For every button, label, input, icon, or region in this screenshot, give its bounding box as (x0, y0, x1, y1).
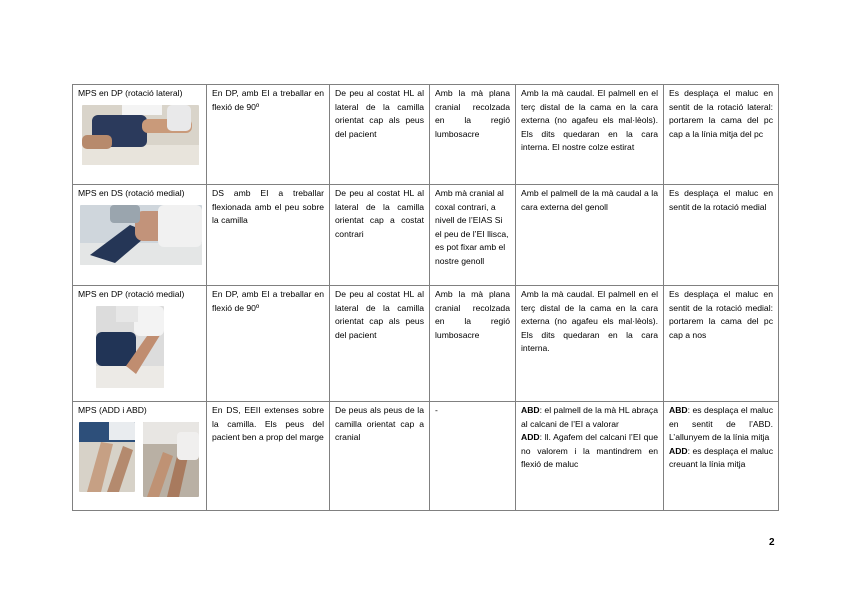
abd-label: ABD (521, 405, 540, 415)
table-row (73, 185, 779, 286)
photo-adduction-icon (79, 422, 135, 492)
movement-cell: Es desplaça el maluc en sentit de la rotació medial: portarem la cama del pc cap a nos (664, 286, 779, 402)
technique-title: MPS en DS (rotació medial) (78, 188, 185, 198)
abd-label: ABD (669, 405, 688, 415)
patient-position-cell: En DS, EEII extenses sobre la camilla. Els peus del pacient ben a prop del marge (207, 402, 330, 511)
therapist-position-cell: De peus als peus de la camilla orientat cap a cranial (330, 402, 430, 511)
photo-abduction-icon (143, 422, 199, 497)
stabilizing-hand-cell: Amb mà cranial al coxal contrari, a nivell de l’EIAS Si el peu de l’EI llisca, es pot fixar amb el nostre genoll (430, 185, 516, 286)
photo-medial-rotation-prone-icon (96, 306, 164, 388)
movement-cell: Es desplaça el maluc en sentit de la rotació medial (664, 185, 779, 286)
technique-title: MPS en DP (rotació medial) (78, 289, 185, 299)
table-row (73, 402, 779, 511)
table-row (73, 286, 779, 402)
page-number: 2 (769, 537, 775, 548)
patient-position-cell: DS amb EI a treballar flexionada amb el peu sobre la camilla (207, 185, 330, 286)
techniques-table (72, 84, 779, 511)
therapist-position-cell: De peu al costat HL al lateral de la camilla orientat cap als peus del pacient (330, 85, 430, 185)
mobilizing-hand-cell: Amb la mà caudal. El palmell en el terç distal de la cama en la cara externa (no agafeu els mal·lèols). Els dits quedaran en la cara interna. El nostre colze estirat (516, 85, 664, 185)
mobilizing-hand-cell: Amb la mà caudal. El palmell en el terç distal de la cama en la cara externa (no agafeu els mal·lèols). Els dits quedaran en la cara interna. (516, 286, 664, 402)
technique-title: MPS (ADD i ABD) (78, 405, 147, 415)
therapist-position-cell: De peu al costat HL al lateral de la camilla orientat cap a costat contrari (330, 185, 430, 286)
mobilizing-hand-cell: Amb el palmell de la mà caudal a la cara externa del genoll (516, 185, 664, 286)
technique-cell (73, 402, 207, 511)
add-label: ADD (669, 445, 688, 456)
technique-cell (73, 286, 207, 402)
patient-position-cell: En DP, amb EI a treballar en flexió de 90º (207, 85, 330, 185)
stabilizing-hand-cell: Amb la mà plana cranial recolzada en la regió lumbosacre (430, 286, 516, 402)
mobilizing-hand-cell: ABD: el palmell de la mà HL abraça al calcani de l’EI a valorar ADD: ll. Agafem del calcani l’EI que no valorem i la mantindrem en flexió de maluc (516, 402, 664, 511)
technique-title: MPS en DP (rotació lateral) (78, 88, 183, 98)
therapist-position-cell: De peu al costat HL al lateral de la camilla orientat cap als peus del pacient (330, 286, 430, 402)
stabilizing-hand-cell: Amb la mà plana cranial recolzada en la regió lumbosacre (430, 85, 516, 185)
add-label: ADD (521, 432, 540, 443)
technique-cell (73, 85, 207, 185)
table-row (73, 85, 779, 185)
patient-position-cell: En DP, amb EI a treballar en flexió de 90º (207, 286, 330, 402)
technique-cell (73, 185, 207, 286)
stabilizing-hand-cell: - (430, 402, 516, 511)
movement-cell: ABD: es desplaça el maluc en sentit de l’ABD. L’allunyem de la línia mitja ADD: es desplaça el maluc creuant la línia mitja (664, 402, 779, 511)
photo-lateral-rotation-prone-icon (82, 105, 199, 165)
movement-cell: Es desplaça el maluc en sentit de la rotació lateral: portarem la cama del pc cap a la línia mitja del pc (664, 85, 779, 185)
photo-medial-rotation-supine-icon (80, 205, 202, 265)
